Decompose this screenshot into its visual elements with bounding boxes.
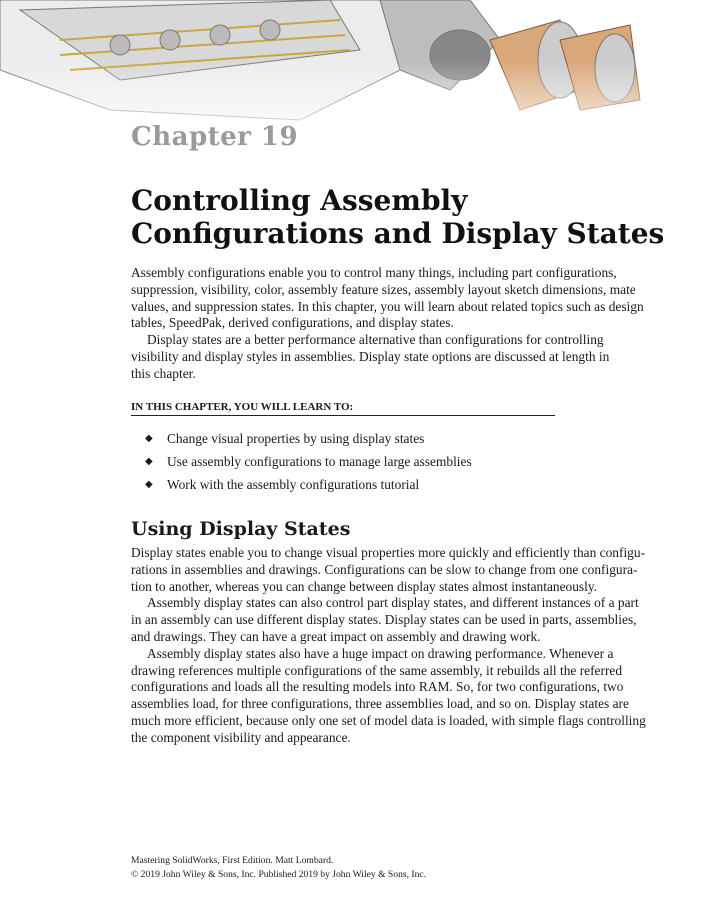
- text-line: Assembly display states can also control part display states, and different instances of a part: [147, 595, 639, 611]
- text-line: and drawings. They can have a great impact on assembly and drawing work.: [131, 628, 541, 644]
- text-line: Assembly configurations enable you to control many things, including part configurations,: [131, 265, 617, 280]
- text-line: tables, SpeedPak, derived configurations, and display states.: [131, 315, 454, 331]
- text-line: drawing references multiple configurations of the same assembly, it rebuilds all the referred: [131, 662, 623, 678]
- title-line: Configurations and Display States: [131, 217, 665, 250]
- text-line: the component visibility and appearance.: [131, 729, 351, 745]
- chapter-label: Chapter 19: [131, 122, 299, 152]
- text-line: values, and suppression states. In this chapter, you will learn about related topics such as design: [131, 298, 644, 314]
- learn-heading: IN THIS CHAPTER, YOU WILL LEARN TO:: [131, 401, 555, 416]
- text-line: in an assembly can use different display states. Display states can be used in parts, assemblies,: [131, 612, 637, 628]
- list-item: [145, 450, 472, 473]
- title-line: Controlling Assembly: [131, 184, 468, 217]
- engine-illustration: [0, 0, 717, 150]
- diamond-bullet-icon: ◆: [145, 433, 153, 444]
- section-heading: Using Display States: [131, 518, 351, 540]
- copyright-footer: [131, 854, 426, 882]
- list-item-text: Work with the assembly configurations tutorial: [167, 476, 420, 492]
- text-line: tion to another, whereas you can change between display states almost instantaneously.: [131, 578, 598, 594]
- text-line: suppression, visibility, color, assembly feature sizes, assembly layout sketch dimensions, mate: [131, 281, 636, 297]
- text-line: much more efficient, because only one set of model data is loaded, with simple flags controlling: [131, 712, 646, 728]
- text-line: assemblies load, for three configurations, three assemblies load, and so on. Display states are: [131, 696, 629, 712]
- list-item-text: Use assembly configurations to manage large assemblies: [167, 453, 472, 469]
- text-line: this chapter.: [131, 365, 196, 381]
- list-item-text: Change visual properties by using display states: [167, 430, 425, 446]
- footer-line: © 2019 John Wiley & Sons, Inc. Published 2019 by John Wiley & Sons, Inc.: [131, 869, 427, 880]
- text-line: Display states enable you to change visual properties more quickly and efficiently than configu-: [131, 545, 646, 560]
- intro-paragraphs: [131, 265, 644, 383]
- list-item: [145, 473, 472, 496]
- footer-line: Mastering SolidWorks, First Edition. Matt Lombard.: [131, 855, 334, 866]
- learn-list: [145, 427, 472, 496]
- chapter-title: [131, 184, 664, 250]
- text-line: rations in assemblies and drawings. Configurations can be slow to change from one configura-: [131, 561, 638, 577]
- text-line: visibility and display styles in assemblies. Display state options are discussed at length in: [131, 348, 610, 364]
- text-line: Assembly display states also have a huge impact on drawing performance. Whenever a: [147, 645, 614, 661]
- diamond-bullet-icon: ◆: [145, 456, 153, 467]
- text-line: configurations and loads all the resulting models into RAM. So, for two configurations, two: [131, 679, 624, 695]
- diamond-bullet-icon: ◆: [145, 479, 153, 490]
- list-item: [145, 427, 472, 450]
- section-paragraphs: [131, 545, 646, 747]
- text-line: Display states are a better performance alternative than configurations for controlling: [147, 332, 604, 348]
